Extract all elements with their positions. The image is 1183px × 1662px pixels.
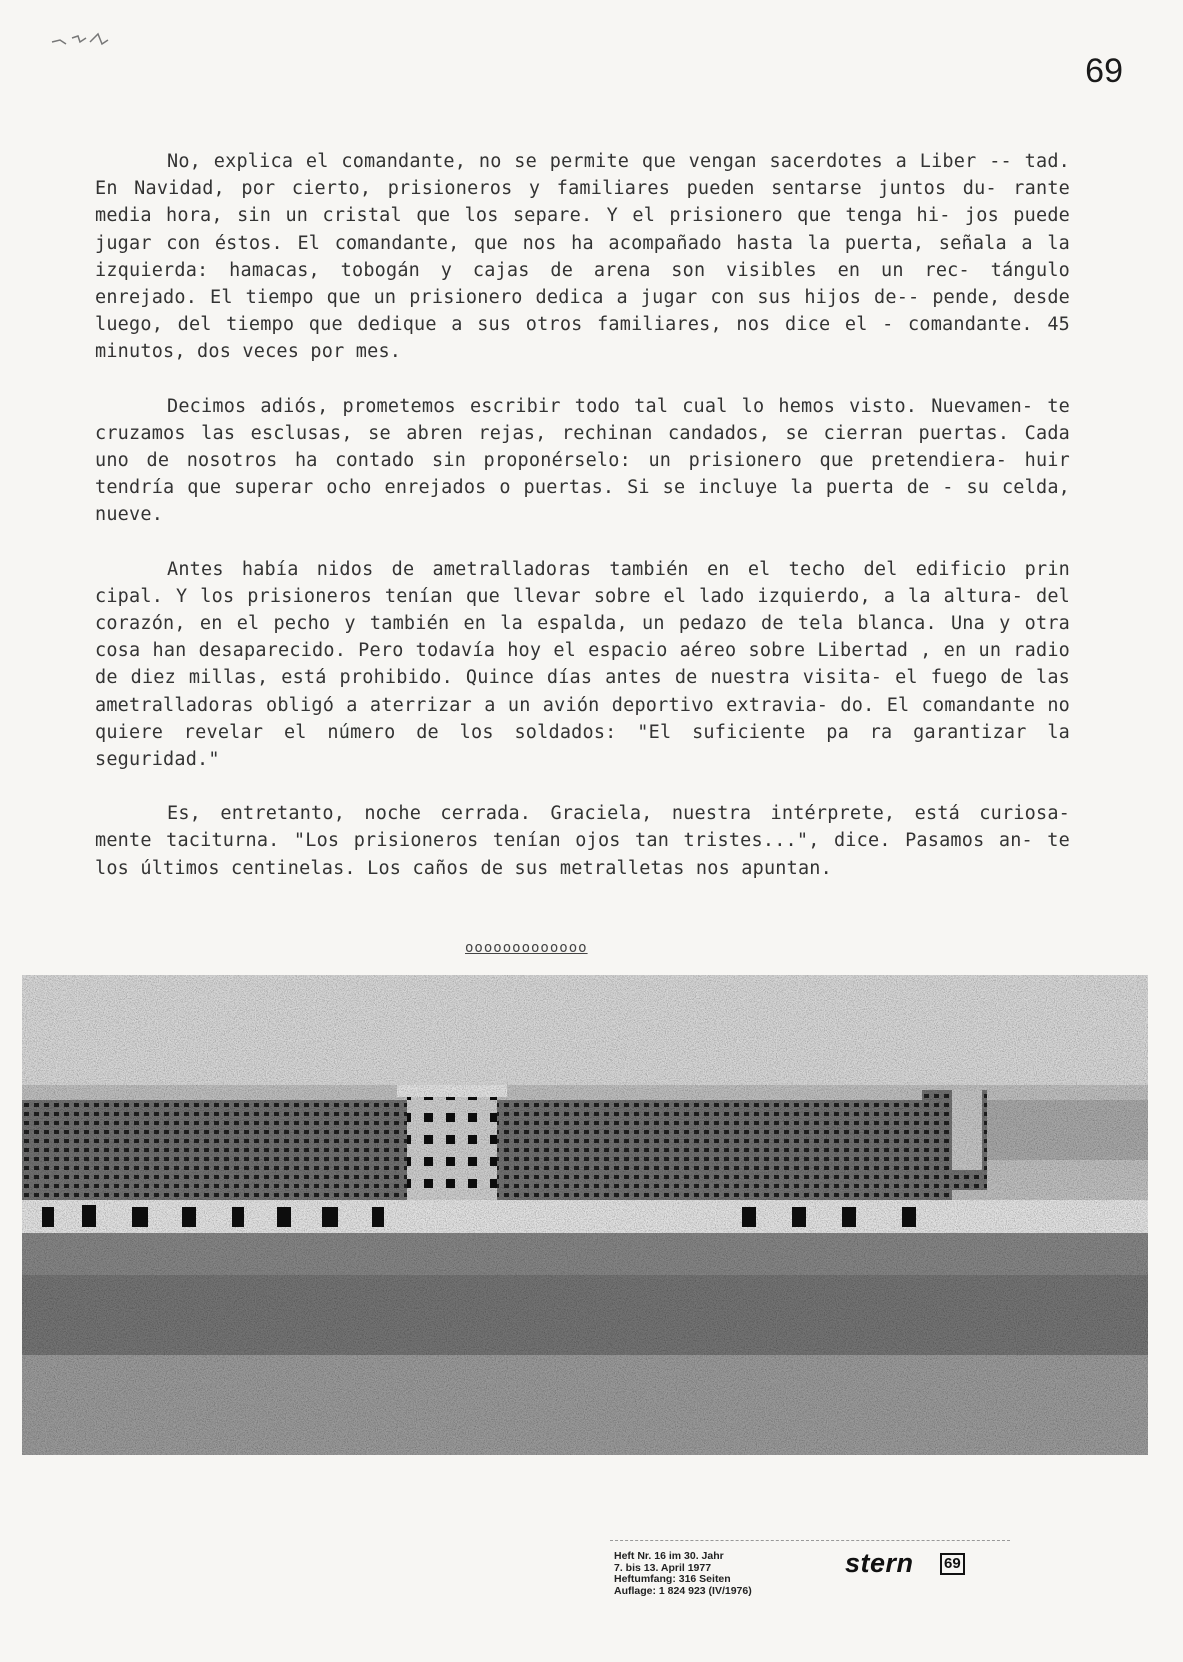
publication-info — [614, 1551, 752, 1597]
issue-line: Heft Nr. 16 im 30. Jahr — [614, 1550, 724, 1562]
page-count-line: Heftumfang: 316 Seiten — [614, 1573, 731, 1585]
article-body — [95, 148, 1070, 909]
circulation-line: Auflage: 1 824 923 (IV/1976) — [614, 1584, 752, 1597]
handwritten-mark-icon — [50, 28, 120, 58]
paragraph-2: Decimos adiós, prometemos escribir todo tal cual lo hemos visto. Nuevamen- te cruzamos las esclusas, se abren rejas, rechinan candados, se cierran puertas. Cada uno de nosotros ha contado sin proponérselo: un prisionero que pretendiera- huir tendría que superar ocho enrejados o puertas. Si se incluye la puerta de - su celda, nueve. — [95, 395, 1070, 526]
footer-divider — [610, 1540, 1010, 1542]
section-separator: ooooooooooooo — [465, 940, 588, 956]
stern-page-badge: 69 — [940, 1553, 965, 1575]
stern-logo: stern — [845, 1548, 914, 1578]
paragraph-3: Antes había nidos de ametralladoras también en el techo del edificio prin cipal. Y los prisioneros tenían que llevar sobre el lado izquierdo, a la altura- del corazón, en el pecho y también en la espalda, un pedazo de tela blanca. Una y otra cosa han desaparecido. Pero todavía hoy el espacio aéreo sobre Libertad , en un radio de diez millas, está prohibido. Quince días antes de nuestra visita- el fuego de las ametralladoras obligó a aterrizar a un avión deportivo extravia- do. El comandante no quiere revelar el número de los soldados: "El suficiente pa ra garantizar la seguridad." — [95, 558, 1070, 771]
paragraph-1: No, explica el comandante, no se permite que vengan sacerdotes a Liber -- tad. En Navidad, por cierto, prisioneros y familiares pueden sentarse juntos du- rante media hora, sin un cristal que los separe. Y el prisionero que tenga hi- jos puede jugar con éstos. El comandante, que nos ha acompañado hasta la puerta, señala a la izquierda: hamacas, tobogán y cajas de arena son visibles en un rec- tángulo enrejado. El tiempo que un prisionero dedica a jugar con sus hijos de-- pende, desde luego, del tiempo que dedique a sus otros familiares, nos dice el - comandante. 45 minutos, dos veces por mes. — [95, 151, 1070, 363]
date-line: 7. bis 13. April 1977 — [614, 1561, 712, 1574]
prison-building-photo — [22, 975, 1148, 1455]
page-number: 69 — [1085, 52, 1123, 90]
paragraph-4: Es, entretanto, noche cerrada. Graciela, nuestra intérprete, está curiosa- mente taciturna. "Los prisioneros tenían ojos tan tristes...", dice. Pasamos an- te los últimos centinelas. Los caños de sus metralletas nos apuntan. — [95, 803, 1070, 879]
